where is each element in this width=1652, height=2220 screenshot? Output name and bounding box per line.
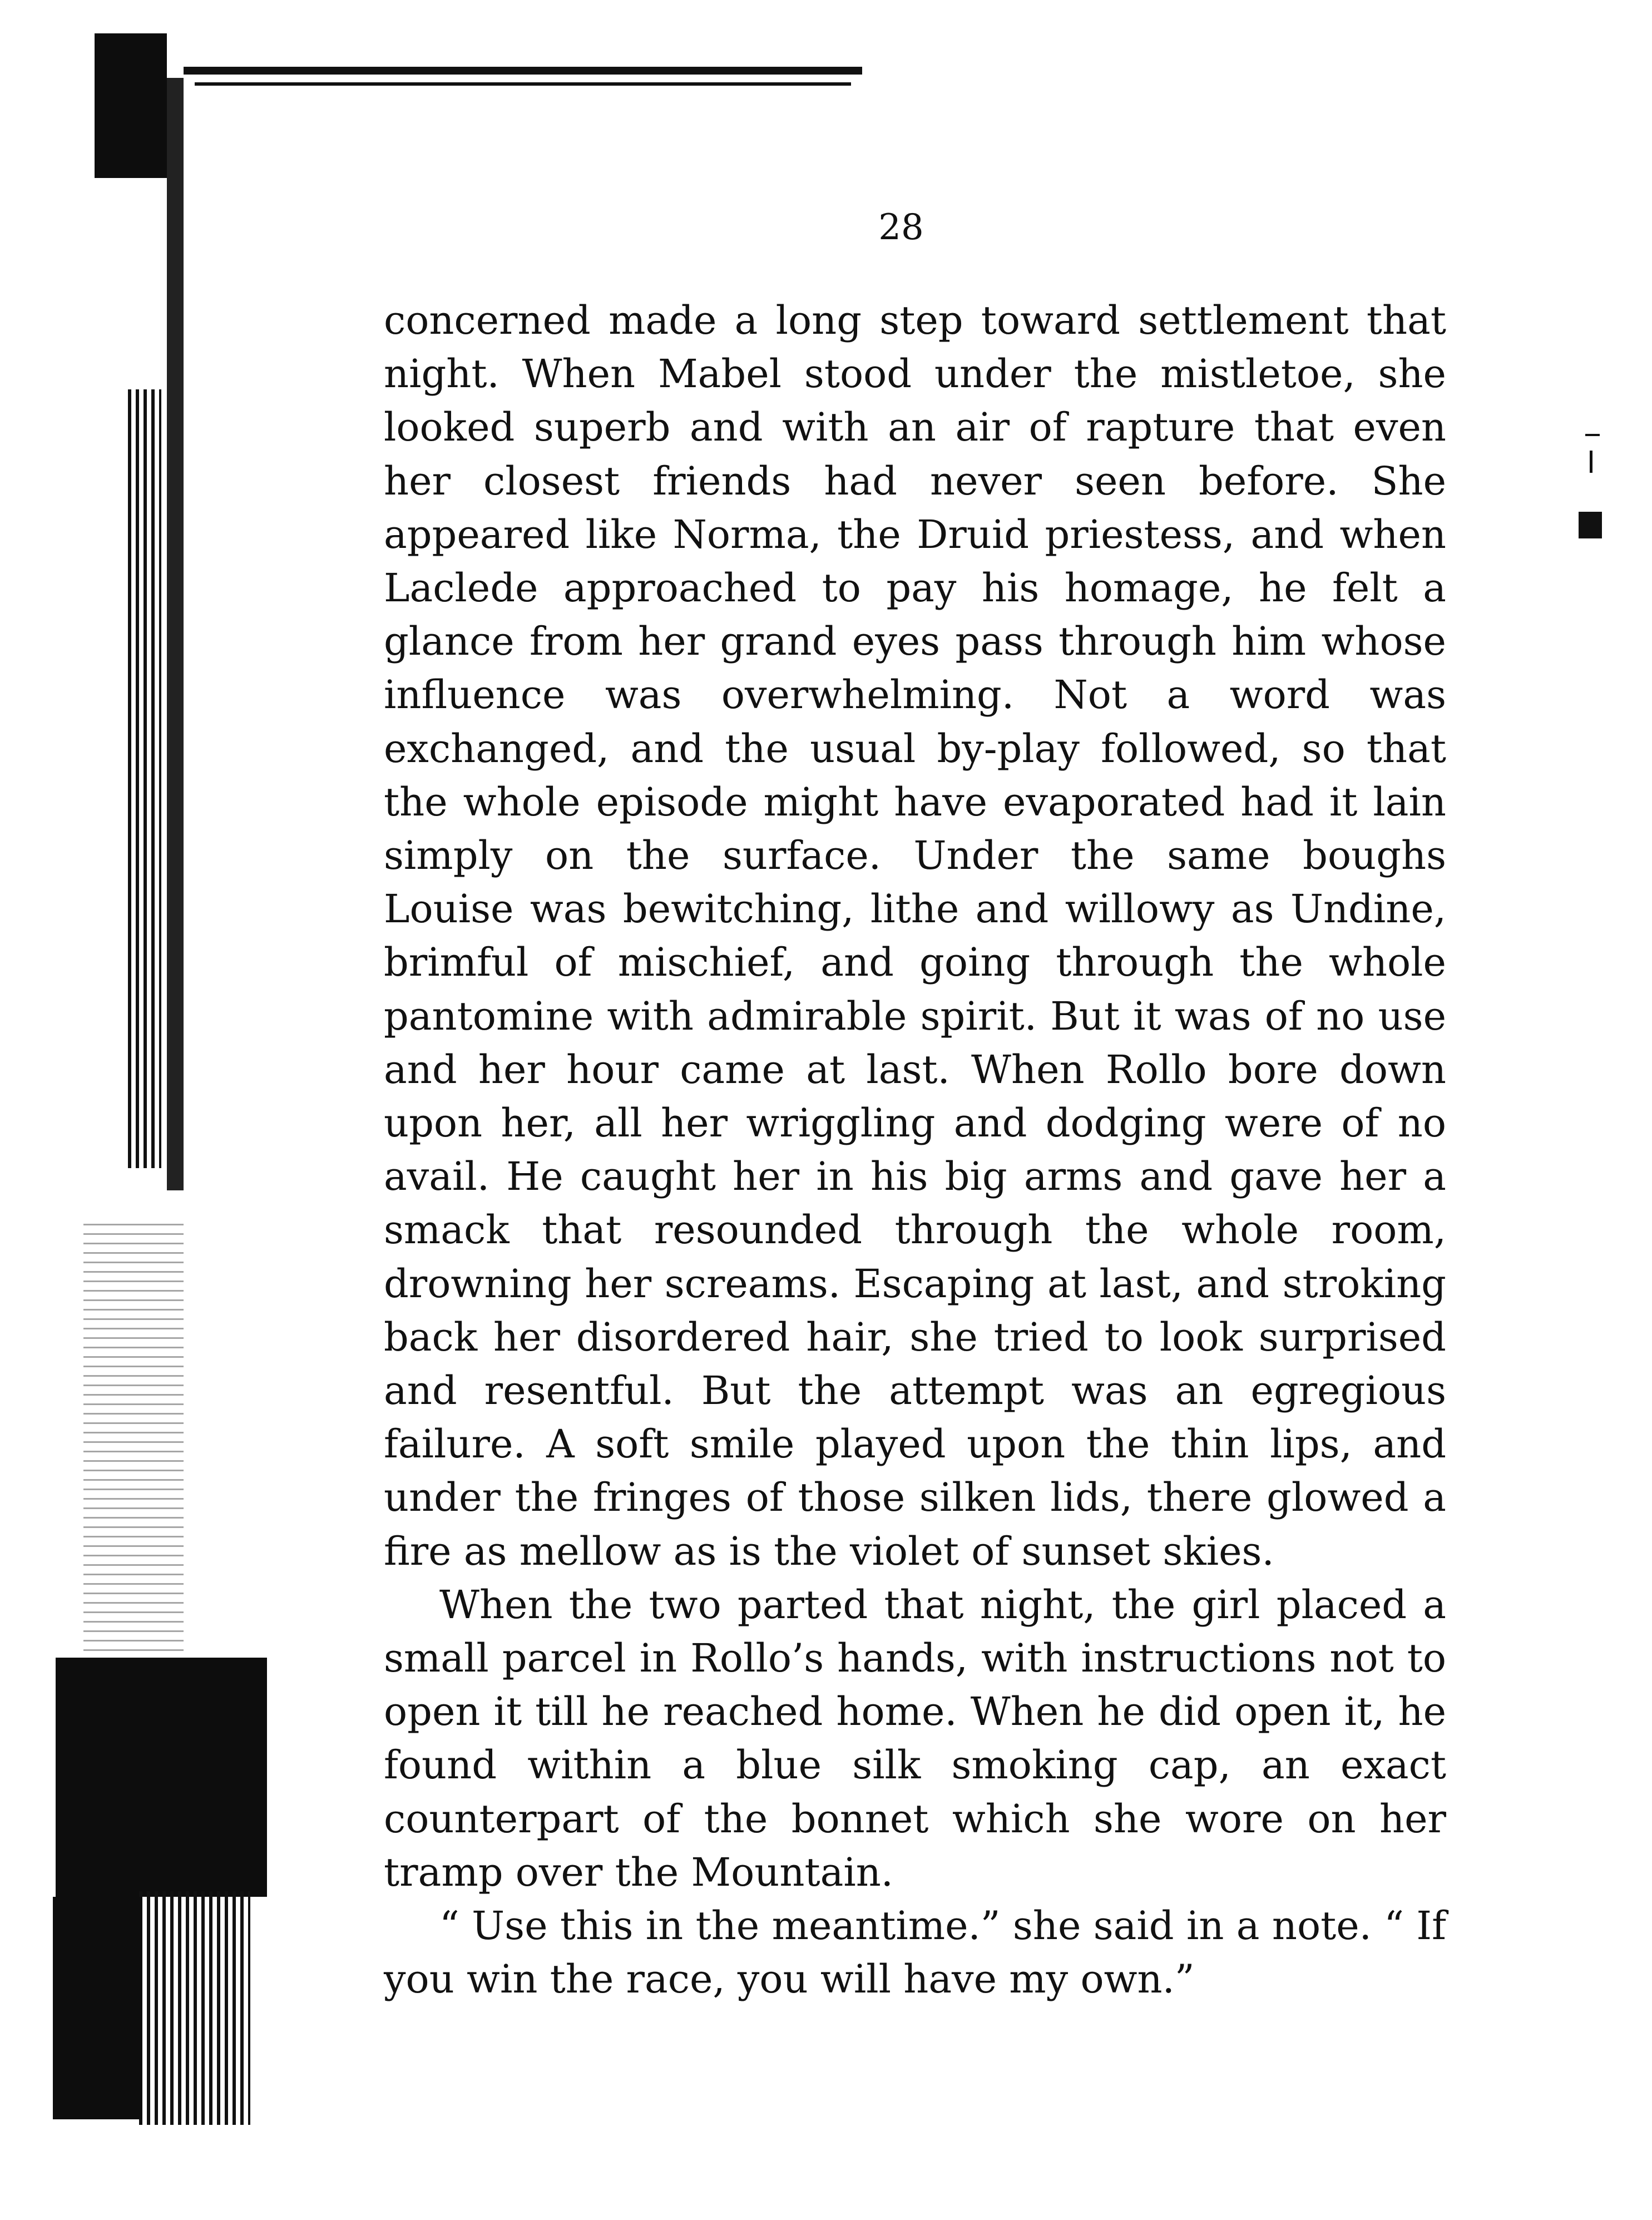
binding-shadow-top [95,33,167,178]
margin-tick-vertical [1590,451,1592,473]
paragraph-3: “ Use this in the meantime.” she said in a note. “ If you win the race, you will have my own.” [384,1903,1446,2003]
binding-lines-lower [139,1891,250,2125]
paragraph-1: concerned made a long step toward settlement that night. When Mabel stood under the mistletoe, she looked superb and with an air of rapture that even her closest friends had never seen before. She appeared like Norma, the Druid priestess, and when Laclede approached to pay his homage, he felt a glance from her grand eyes pass through him whose influence was overwhelming. Not a word was exchanged, and the usual by-play followed, so that the whole episode might have evaporated had it lain simply on the surface. Under the same boughs Louise was bewitching, lithe and willowy as Undine, brimful of mischief, and going through the whole pantomine with admirable spirit. But it was of no use and her hour came at last. When Rollo bore down upon her, all her wriggling and dodging were of no avail. He caught her in his big arms and gave her a smack that resounded through the whole room, drowning her screams. Escaping at last, and stroking back her disordered hair, she tried to look surprised and resentful. But the attempt was an egregious failure. A soft smile played upon the thin lips, and under the fringes of those silken lids, there glowed a fire as mellow as is the violet of sunset skies. [384,298,1446,1574]
scan-speckle [83,1224,184,1669]
scan-top-rule-thin [195,82,851,86]
binding-lines-upper [128,389,161,1168]
margin-tick [1585,434,1600,436]
margin-square-mark [1579,512,1602,538]
binding-edge [167,78,184,1190]
paragraph-2: When the two parted that night, the girl placed a small parcel in Rollo’s hands, with instructions not to open it till he reached home. When he did open it, he found within a blue silk smoking cap, an exact counterpart of the bonnet which she wore on her tramp over the Mountain. [384,1581,1446,1895]
page-number: 28 [878,207,924,248]
body-text [384,294,1446,2006]
scan-top-rule [184,67,862,75]
binding-shadow-lower [56,1658,267,1897]
binding-shadow-bottom [53,1897,142,2119]
